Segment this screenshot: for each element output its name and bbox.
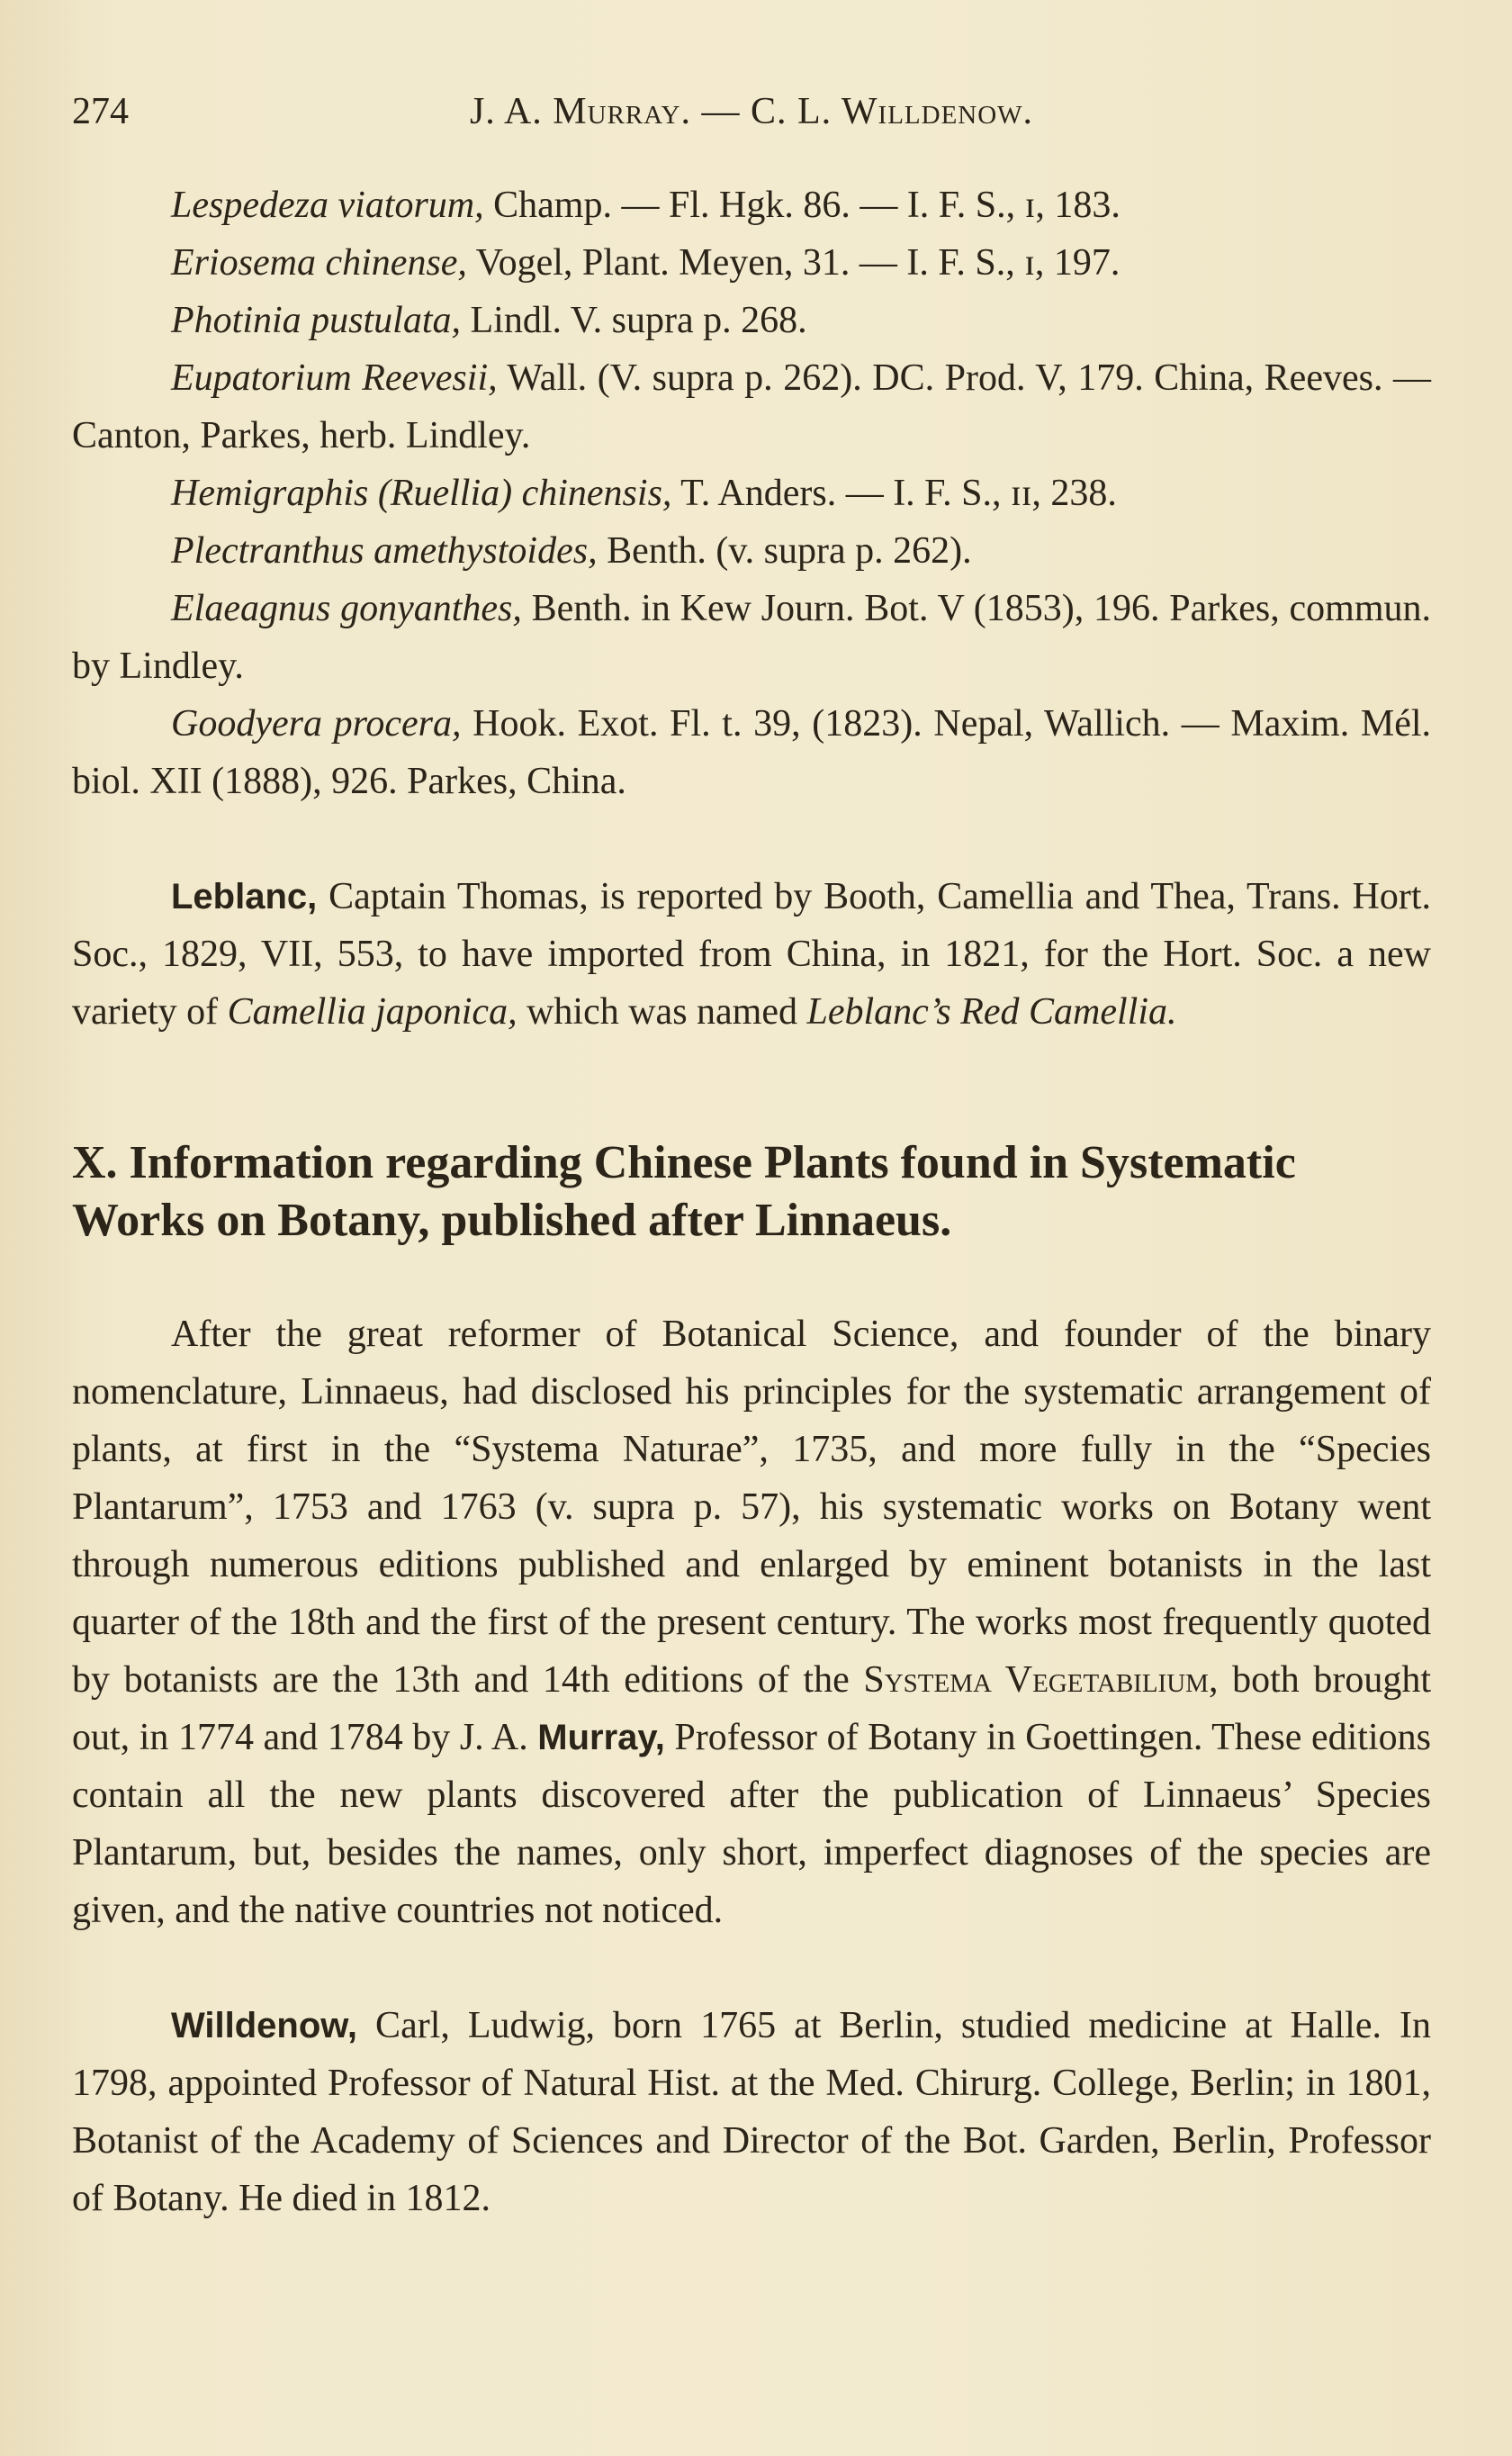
- paragraph-text: which was named: [517, 991, 807, 1033]
- paragraph-text: Carl, Ludwig, born 1765 at Berlin, studied medicine at Halle. In 1798, appointed Professor of Natural Hist. at the Med. Chirurg. College, Berlin; in 1801, Botanist of the Academy of Sciences and Director of the Bot. Garden, Berlin, Professor of Botany. He died in 1812.: [72, 2005, 1431, 2219]
- italic-term: Camellia japonica,: [227, 991, 518, 1033]
- paragraph-text: After the great reformer of Botanical Science, and founder of the binary nomenclature, Linnaeus, had disclosed his principles for the systematic arrangement of plants, at first in the “Systema Naturae”, 1735, and more fully in the “Species Plantarum”, 1753 and 1763 (v. supra p. 57), his systematic works on Botany went through numerous editions published and enlarged by eminent botanists in the last quarter of the 18th and the first of the present century. The works most frequently quoted by botanists are the 13th and 14th editions of the: [72, 1314, 1431, 1701]
- plant-entry: [72, 695, 1431, 810]
- plant-entry: [72, 292, 1431, 349]
- plant-name: Goodyera procera,: [171, 703, 462, 745]
- paragraph-text: Professor of Botany in Goettingen. These editions contain all the new plants discovered after the publication of Linnaeus’ Species Plantarum, but, besides the names, only short, imperfect diagnoses of the species are given, and the native countries not noticed.: [72, 1717, 1431, 1931]
- plant-entry: [72, 234, 1431, 292]
- person-name: Murray,: [537, 1718, 665, 1757]
- running-title: J. A. Murray. — C. L. Willdenow.: [469, 91, 1034, 132]
- plant-name: Plectranthus amethystoides,: [171, 530, 598, 572]
- willdenow-paragraph: [72, 1997, 1431, 2227]
- plant-name: Elaeagnus gonyanthes,: [171, 588, 522, 629]
- entry-text: Lindl. V. supra p. 268.: [461, 300, 807, 341]
- entry-text: Champ. — Fl. Hgk. 86. — I. F. S., ɪ, 183.: [483, 185, 1120, 226]
- plant-entry: [72, 465, 1431, 522]
- plant-name: Photinia pustulata,: [171, 300, 462, 341]
- entry-text: Hook. Exot. Fl. t. 39, (1823). Nepal, Wallich. — Maxim. Mél. biol. XII (1888), 926. Parkes, China.: [72, 703, 1432, 802]
- paragraph-text: Captain Thomas, is reported by Booth, Camellia and Thea, Trans. Hort. Soc., 1829, VII, 553, to have imported from China, in 1821, for the Hort. Soc. a new variety of: [72, 876, 1431, 1033]
- page-content: [72, 176, 1431, 2227]
- person-name: Willdenow,: [171, 2006, 358, 2045]
- section-heading: X. Information regarding Chinese Plants found in Systematic Works on Botany, published after Linnaeus.: [72, 1137, 1296, 1246]
- plant-entry: [72, 580, 1431, 695]
- page-number: 274: [72, 91, 129, 132]
- plant-entry: [72, 176, 1431, 234]
- leblanc-paragraph: [72, 868, 1431, 1041]
- running-header: [72, 86, 1431, 137]
- paragraph-text: both brought out, in 1774 and 1784 by J. A.: [72, 1659, 1432, 1758]
- entry-text: Benth. (v. supra p. 262).: [597, 530, 972, 572]
- plant-name: Eupatorium Reevesii,: [171, 357, 498, 399]
- small-caps-title: Systema Vegetabilium,: [863, 1659, 1219, 1701]
- plant-entry: [72, 349, 1431, 465]
- entry-text: Wall. (V. supra p. 262). DC. Prod. V, 179. China, Reeves. — Canton, Parkes, herb. Lindley.: [72, 357, 1431, 456]
- body-paragraph: [72, 1305, 1431, 1939]
- plant-name: Eriosema chinense,: [171, 242, 467, 284]
- person-name: Leblanc,: [171, 877, 318, 916]
- entry-text: Benth. in Kew Journ. Bot. V (1853), 196. Parkes, commun. by Lindley.: [72, 588, 1431, 687]
- plant-entry: [72, 522, 1431, 580]
- entry-text: Vogel, Plant. Meyen, 31. — I. F. S., ɪ, 197.: [466, 242, 1120, 284]
- entry-text: T. Anders. — I. F. S., ɪɪ, 238.: [671, 473, 1117, 514]
- plant-name: Hemigraphis (Ruellia) chinensis,: [171, 473, 672, 514]
- plant-name: Lespedeza viatorum,: [171, 185, 484, 226]
- italic-term: Leblanc’s Red Camellia.: [806, 991, 1177, 1033]
